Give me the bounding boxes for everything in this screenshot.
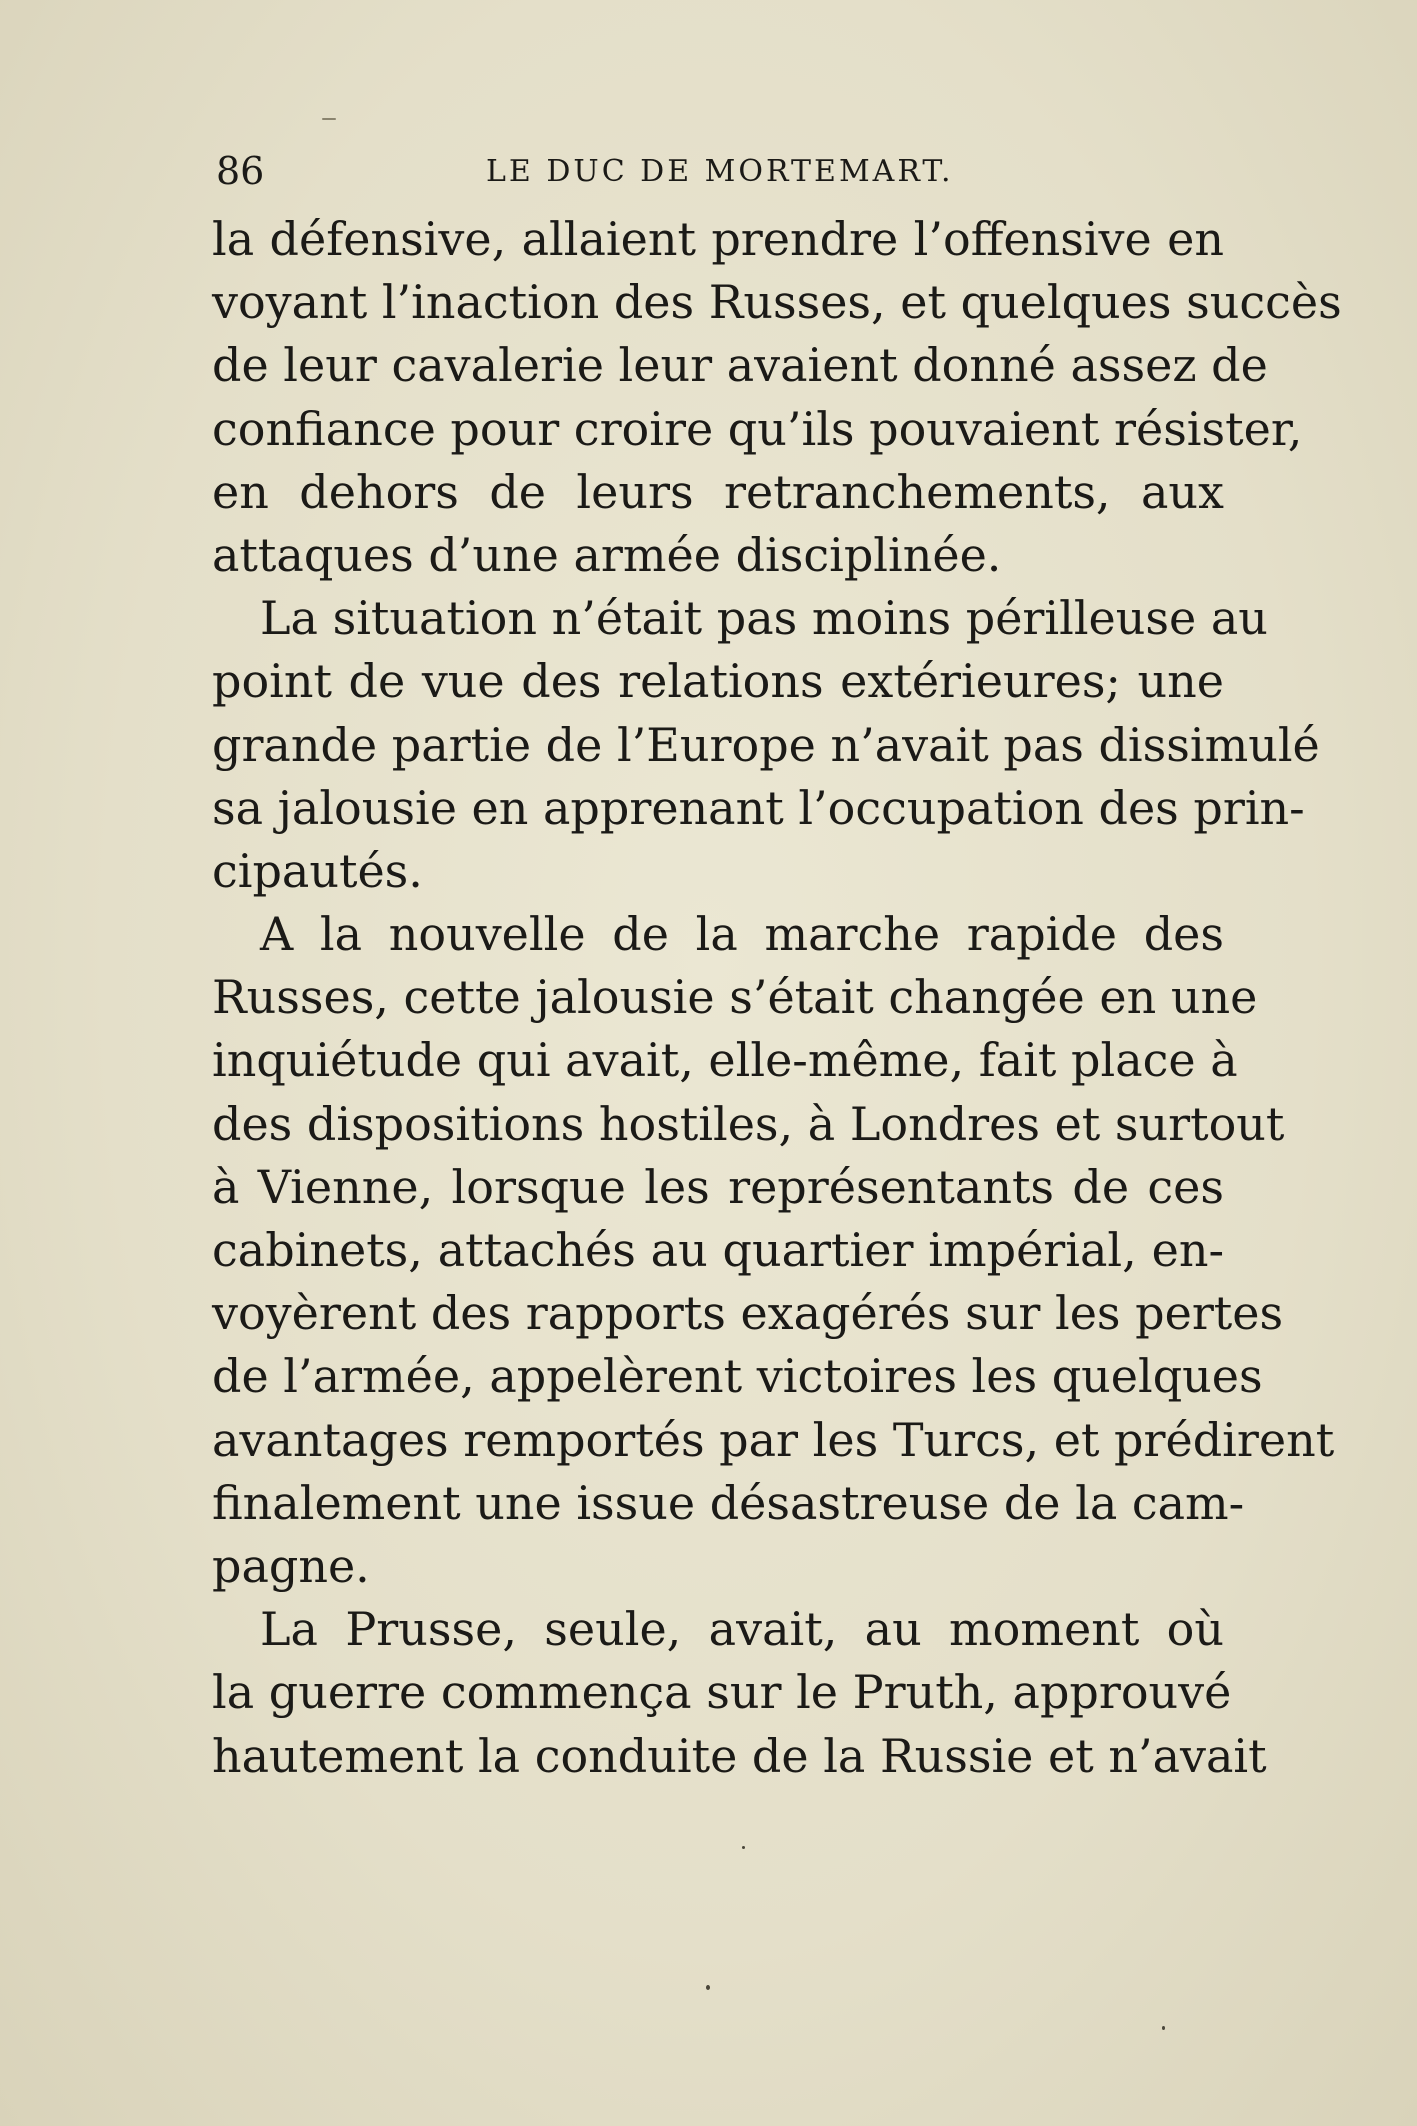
text-line: grande partie de l’Europe n’avait pas dissimulé — [212, 717, 1320, 772]
text-line: cabinets, attachés au quartier impérial, en- — [212, 1223, 1224, 1277]
text-line: des dispositions hostiles, à Londres et surtout — [212, 1096, 1285, 1151]
paper-speck — [322, 118, 336, 120]
running-title: LE DUC DE MORTEMART. — [486, 154, 954, 189]
text-line: de leur cavalerie leur avaient donné assez de — [212, 338, 1268, 393]
text-line: avantages remportés par les Turcs, et prédirent — [212, 1412, 1335, 1467]
text-line: La situation n’était pas moins périlleuse au — [260, 591, 1268, 646]
text-line: sa jalousie en apprenant l’occupation des prin- — [212, 780, 1305, 835]
text-line: voyèrent des rapports exagérés sur les pertes — [212, 1286, 1284, 1341]
text-line: confiance pour croire qu’ils pouvaient résister, — [212, 401, 1303, 456]
paper-speck — [742, 1846, 745, 1849]
text-line: La Prusse, seule, avait, au moment où — [260, 1602, 1224, 1657]
text-line: hautement la conduite de la Russie et n’avait — [212, 1728, 1267, 1783]
page-number: 86 — [216, 149, 265, 193]
text-line: à Vienne, lorsque les représentants de ces — [212, 1159, 1224, 1214]
paper-speck — [706, 1985, 710, 1990]
body-text — [212, 208, 1342, 1788]
text-line: A la nouvelle de la marche rapide des — [260, 907, 1224, 962]
paper-speck — [1162, 2026, 1165, 2030]
text-line: finalement une issue désastreuse de la cam- — [212, 1475, 1245, 1530]
text-line: pagne. — [212, 1538, 370, 1593]
text-line: la guerre commença sur le Pruth, approuvé — [212, 1665, 1232, 1720]
text-line: cipautés. — [212, 843, 423, 898]
text-line: attaques d’une armée disciplinée. — [212, 527, 1002, 582]
running-head — [216, 146, 1226, 196]
text-line: inquiétude qui avait, elle-même, fait place à — [212, 1033, 1238, 1088]
text-line: voyant l’inaction des Russes, et quelques succès — [212, 275, 1342, 330]
text-line: de l’armée, appelèrent victoires les quelques — [212, 1349, 1263, 1404]
text-line: en dehors de leurs retranchements, aux — [212, 464, 1224, 519]
text-line: la défensive, allaient prendre l’offensive en — [212, 212, 1224, 266]
text-line: Russes, cette jalousie s’était changée en une — [212, 970, 1258, 1025]
text-line: point de vue des relations extérieures; une — [212, 654, 1224, 709]
